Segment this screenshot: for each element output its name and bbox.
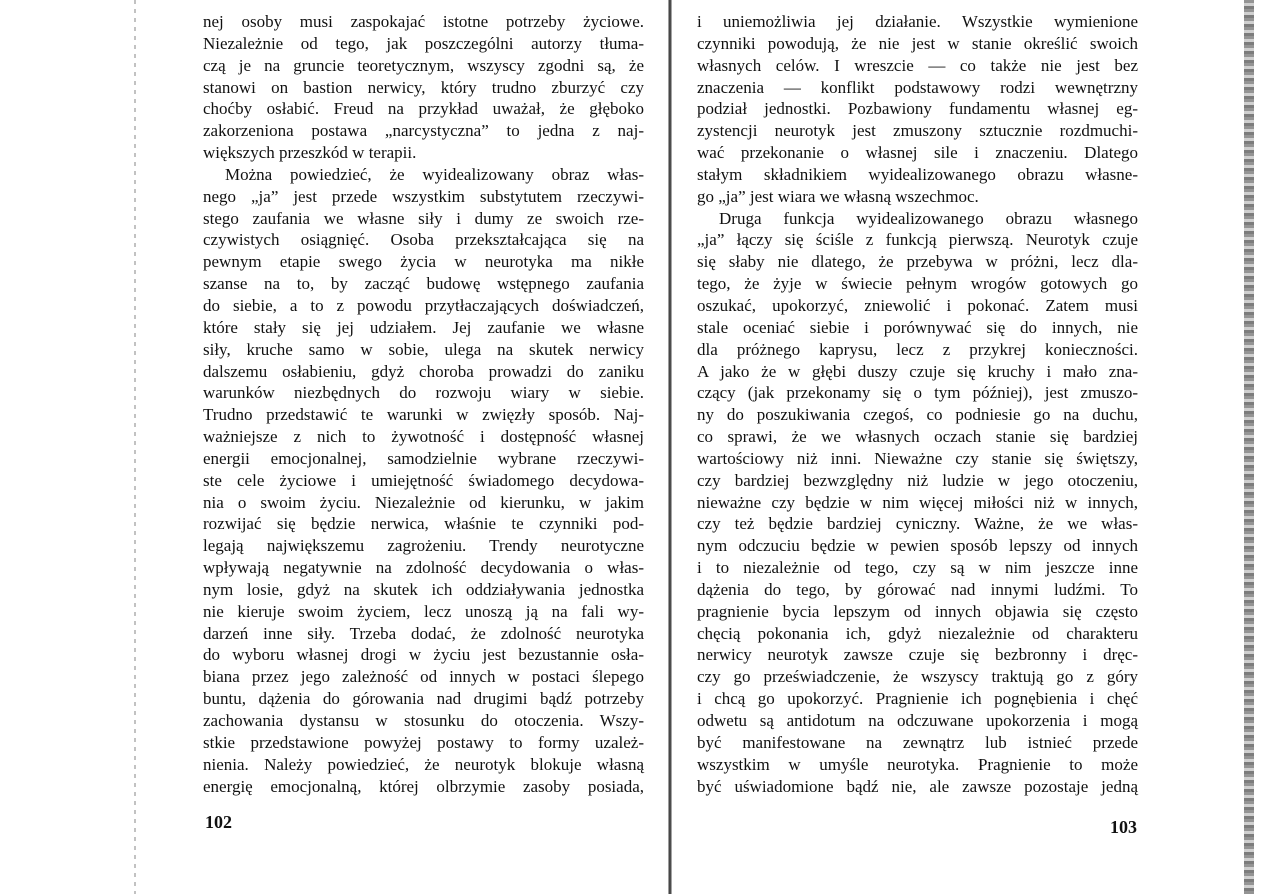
text-line: wpływają negatywnie na zdolność decydowania o włas- xyxy=(203,558,644,578)
text-line: nym odczuciu będzie w pewien sposób lepszy od innych xyxy=(697,536,1138,556)
text-line: większych przeszkód w terapii. xyxy=(203,143,417,163)
text-line: warunków niezbędnych do rozwoju wiary w siebie. xyxy=(203,383,644,403)
text-line: czą je na gruncie teoretycznym, wszyscy zgodni są, że xyxy=(203,55,644,75)
text-line: zystencji neurotyk jest zmuszony sztucznie rozdmuchi- xyxy=(697,121,1138,141)
text-line: nego „ja” jest przede wszystkim substytutem rzeczywi- xyxy=(203,186,644,206)
text-line: i uniemożliwia jej działanie. Wszystkie wymienione xyxy=(697,12,1138,31)
text-line: pragnienie bycia lepszym od innych objawia się często xyxy=(697,601,1138,621)
text-line: legają największemu zagrożeniu. Trendy neurotyczne xyxy=(203,536,644,556)
text-line: buntu, dążenia do górowania nad drugimi bądź potrzeby xyxy=(203,689,644,709)
text-line: które stały się jej udziałem. Jej zaufanie we własne xyxy=(203,317,644,337)
text-line: być manifestowane na zewnątrz lub istnieć przede xyxy=(697,732,1138,752)
text-line: zachowania dystansu w stosunku do otoczenia. Wszy- xyxy=(203,711,644,730)
text-line: oszukać, upokorzyć, zniewolić i pokonać. Zatem musi xyxy=(697,295,1138,315)
text-line: znaczenia — konflikt podstawowy rodzi wewnętrzny xyxy=(697,77,1138,97)
text-line: stanowi on bastion nerwicy, który trudno zburzyć czy xyxy=(203,77,644,97)
text-line: nia o swoim życiu. Niezależnie od kierunku, w jakim xyxy=(203,492,644,512)
text-line: do siebie, a to z powodu przytłaczających doświadczeń, xyxy=(203,295,644,315)
text-line: nieważne czy będzie w nim więcej miłości niż w innych, xyxy=(697,492,1138,512)
text-line: podział jednostki. Pozbawiony fundamentu własnej eg- xyxy=(697,99,1138,119)
text-line: stale oceniać siebie i porównywać się do innych, nie xyxy=(697,317,1138,337)
paragraph xyxy=(697,11,1138,208)
text-line: stałym składnikiem wyidealizowanego obrazu własne- xyxy=(697,164,1138,184)
text-line: Trudno przedstawić te warunki w zwięzły sposób. Naj- xyxy=(203,405,644,425)
text-line: i to niezależnie od tego, czy są w nim jeszcze inne xyxy=(697,558,1138,578)
right-page-text xyxy=(697,11,1138,797)
text-line: nerwicy neurotyk zawsze czuje się bezbronny i dręc- xyxy=(697,645,1138,665)
page-number-right: 103 xyxy=(1110,817,1137,837)
text-line: do wyboru własnej drogi w życiu jest bezustannie osła- xyxy=(203,645,644,665)
text-line: szanse na to, by zacząć budowę wstępnego zaufania xyxy=(203,274,644,294)
page-edge-left xyxy=(134,0,136,894)
text-line: czy go przeświadczenie, że wszyscy traktują go z góry xyxy=(697,667,1138,687)
text-line: dla próżnego kaprysu, lecz z przykrej konieczności. xyxy=(697,339,1138,359)
text-line: stego zaufania we własne siły i dumy ze swoich rze- xyxy=(203,208,644,228)
text-line: chęcią pokonania ich, gdyż niezależnie od charakteru xyxy=(697,623,1138,643)
text-line: i chcą go upokorzyć. Pragnienie ich pognębienia i chęć xyxy=(697,689,1138,709)
text-line: się słaby nie dlatego, że przebywa w próżni, lecz dla- xyxy=(697,252,1138,272)
text-line: „ja” łączy się ściśle z funkcją pierwszą. Neurotyk czuje xyxy=(697,230,1138,250)
text-line: wartościowy niż inni. Nieważne czy stanie się świętszy, xyxy=(697,448,1138,468)
text-line: własnych celów. I wreszcie — co także nie jest bez xyxy=(697,55,1138,75)
text-line: Druga funkcja wyidealizowanego obrazu własnego xyxy=(719,208,1138,228)
text-line: ste cele życiowe i umiejętność świadomego decydowa- xyxy=(203,470,644,490)
book-gutter xyxy=(668,0,672,894)
text-line: nienia. Należy powiedzieć, że neurotyk blokuje własną xyxy=(203,754,644,774)
text-line: ważniejsze z nich to żywotność i dostępność własnej xyxy=(203,427,644,447)
text-line: co sprawi, że we własnych oczach stanie się bardziej xyxy=(697,427,1138,447)
text-line: wać przekonanie o własnej sile i znaczeniu. Dlatego xyxy=(697,143,1138,163)
text-line: czynniki powodują, że nie jest w stanie określić swoich xyxy=(697,33,1138,53)
text-line: dalszemu osłabieniu, gdyż choroba prowadzi do zaniku xyxy=(203,361,644,381)
text-line: A jako że w głębi duszy czuje się kruchy i mało zna- xyxy=(697,361,1138,381)
left-page-text xyxy=(203,11,644,797)
text-line: czący (jak przekonamy się o tym później), jest zmuszo- xyxy=(697,383,1138,403)
text-line: energii emocjonalnej, samodzielnie wybrane rzeczywi- xyxy=(203,448,644,468)
text-line: stkie przedstawione powyżej postawy to formy uzależ- xyxy=(203,732,644,752)
text-line: Można powiedzieć, że wyidealizowany obraz włas- xyxy=(225,164,644,184)
page-number-left: 102 xyxy=(205,812,232,832)
text-line: Niezależnie od tego, jak poszczególni autorzy tłuma- xyxy=(203,33,644,53)
text-line: ny do poszukiwania czegoś, co podniesie go na duchu, xyxy=(697,405,1138,425)
text-line: odwetu są antidotum na odczuwane upokorzenia i mogą xyxy=(697,711,1138,730)
text-line: darzeń inne siły. Trzeba dodać, że zdolność neurotyka xyxy=(203,623,644,643)
paragraph xyxy=(203,11,644,164)
text-line: go „ja” jest wiara we własną wszechmoc. xyxy=(697,186,979,206)
paragraph xyxy=(203,164,644,797)
text-line: siły, kruche samo w sobie, ulega na skutek nerwicy xyxy=(203,339,644,359)
text-line: nym losie, gdyż na skutek ich oddziaływania jednostka xyxy=(203,579,644,599)
text-line: czy bardziej bezwzględny niż ludzie w jego otoczeniu, xyxy=(697,470,1138,490)
text-line: biana przez jego zależność od innych w postaci ślepego xyxy=(203,667,644,687)
text-line: energię emocjonalną, której olbrzymie zasoby posiada, xyxy=(203,776,644,796)
text-line: dążenia do tego, by górować nad innymi ludźmi. To xyxy=(697,579,1138,599)
page-edge-right xyxy=(1244,0,1254,894)
text-line: być uświadomione bądź nie, ale zawsze pozostaje jedną xyxy=(697,776,1138,796)
text-line: czywistych osiągnięć. Osoba przekształcająca się na xyxy=(203,230,644,250)
text-line: pewnym etapie swego życia w neurotyka ma nikłe xyxy=(203,252,644,272)
text-line: tego, że żyje w świecie pełnym wrogów gotowych go xyxy=(697,274,1138,294)
text-line: nie kieruje swoim życiem, lecz unoszą ją na fali wy- xyxy=(203,601,644,621)
text-line: czy też będzie bardziej cyniczny. Ważne, że we włas- xyxy=(697,514,1138,534)
paragraph xyxy=(697,208,1138,798)
text-line: zakorzeniona postawa „narcystyczna” to jedna z naj- xyxy=(203,121,644,141)
text-line: rozwijać się będzie nerwica, właśnie te czynniki pod- xyxy=(203,514,644,534)
text-line: wszystkim w umyśle neurotyka. Pragnienie to może xyxy=(697,754,1138,774)
text-line: nej osoby musi zaspokajać istotne potrzeby życiowe. xyxy=(203,12,644,31)
text-line: choćby osłabić. Freud na przykład uważał, że głęboko xyxy=(203,99,644,119)
